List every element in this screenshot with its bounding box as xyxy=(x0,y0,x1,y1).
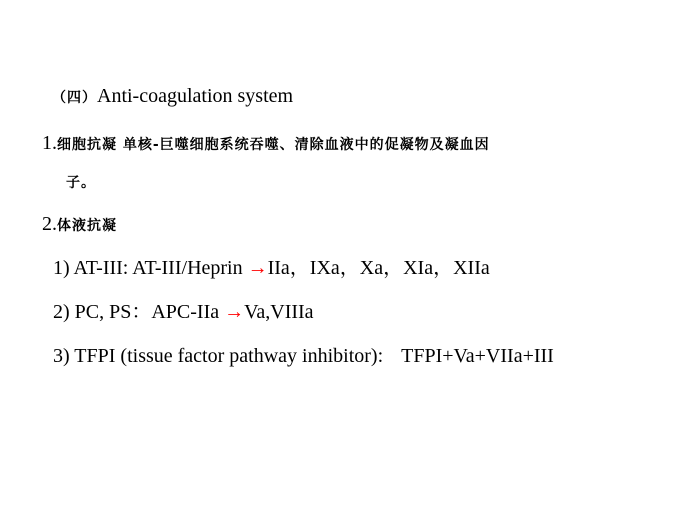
item2-text: 体液抗凝 xyxy=(57,218,117,234)
item2-number: 2. xyxy=(42,213,57,235)
item1-text: 细胞抗凝 单核-巨噬细胞系统吞噬、清除血液中的促凝物及凝血因 xyxy=(57,137,490,153)
sub-item-1 xyxy=(53,256,490,280)
item1-number: 1. xyxy=(42,132,57,154)
sub1-after: IIa，IXa，Xa，XIa，XIIa xyxy=(267,257,490,279)
list-item-2 xyxy=(42,212,117,238)
slide-title xyxy=(52,84,293,110)
title-text: Anti-coagulation system xyxy=(97,85,294,107)
arrow-icon: → xyxy=(224,301,245,323)
sub3-right: TFPI+Va+VIIa+III xyxy=(401,345,554,367)
arrow-icon: → xyxy=(247,257,268,279)
title-prefix: （四） xyxy=(52,90,97,106)
sub1-before: 1) AT-III: AT-III/Heprin xyxy=(53,257,248,279)
sub-item-2 xyxy=(53,300,314,324)
sub-item-3 xyxy=(53,344,554,368)
sub2-after: Va,VIIIa xyxy=(244,301,314,323)
sub3-left: 3) TFPI (tissue factor pathway inhibitor): xyxy=(53,345,384,367)
list-item-1 xyxy=(42,131,490,157)
sub2-before: 2) PC, PS：APC-IIa xyxy=(53,301,225,323)
item1-continuation: 子。 xyxy=(66,175,96,191)
